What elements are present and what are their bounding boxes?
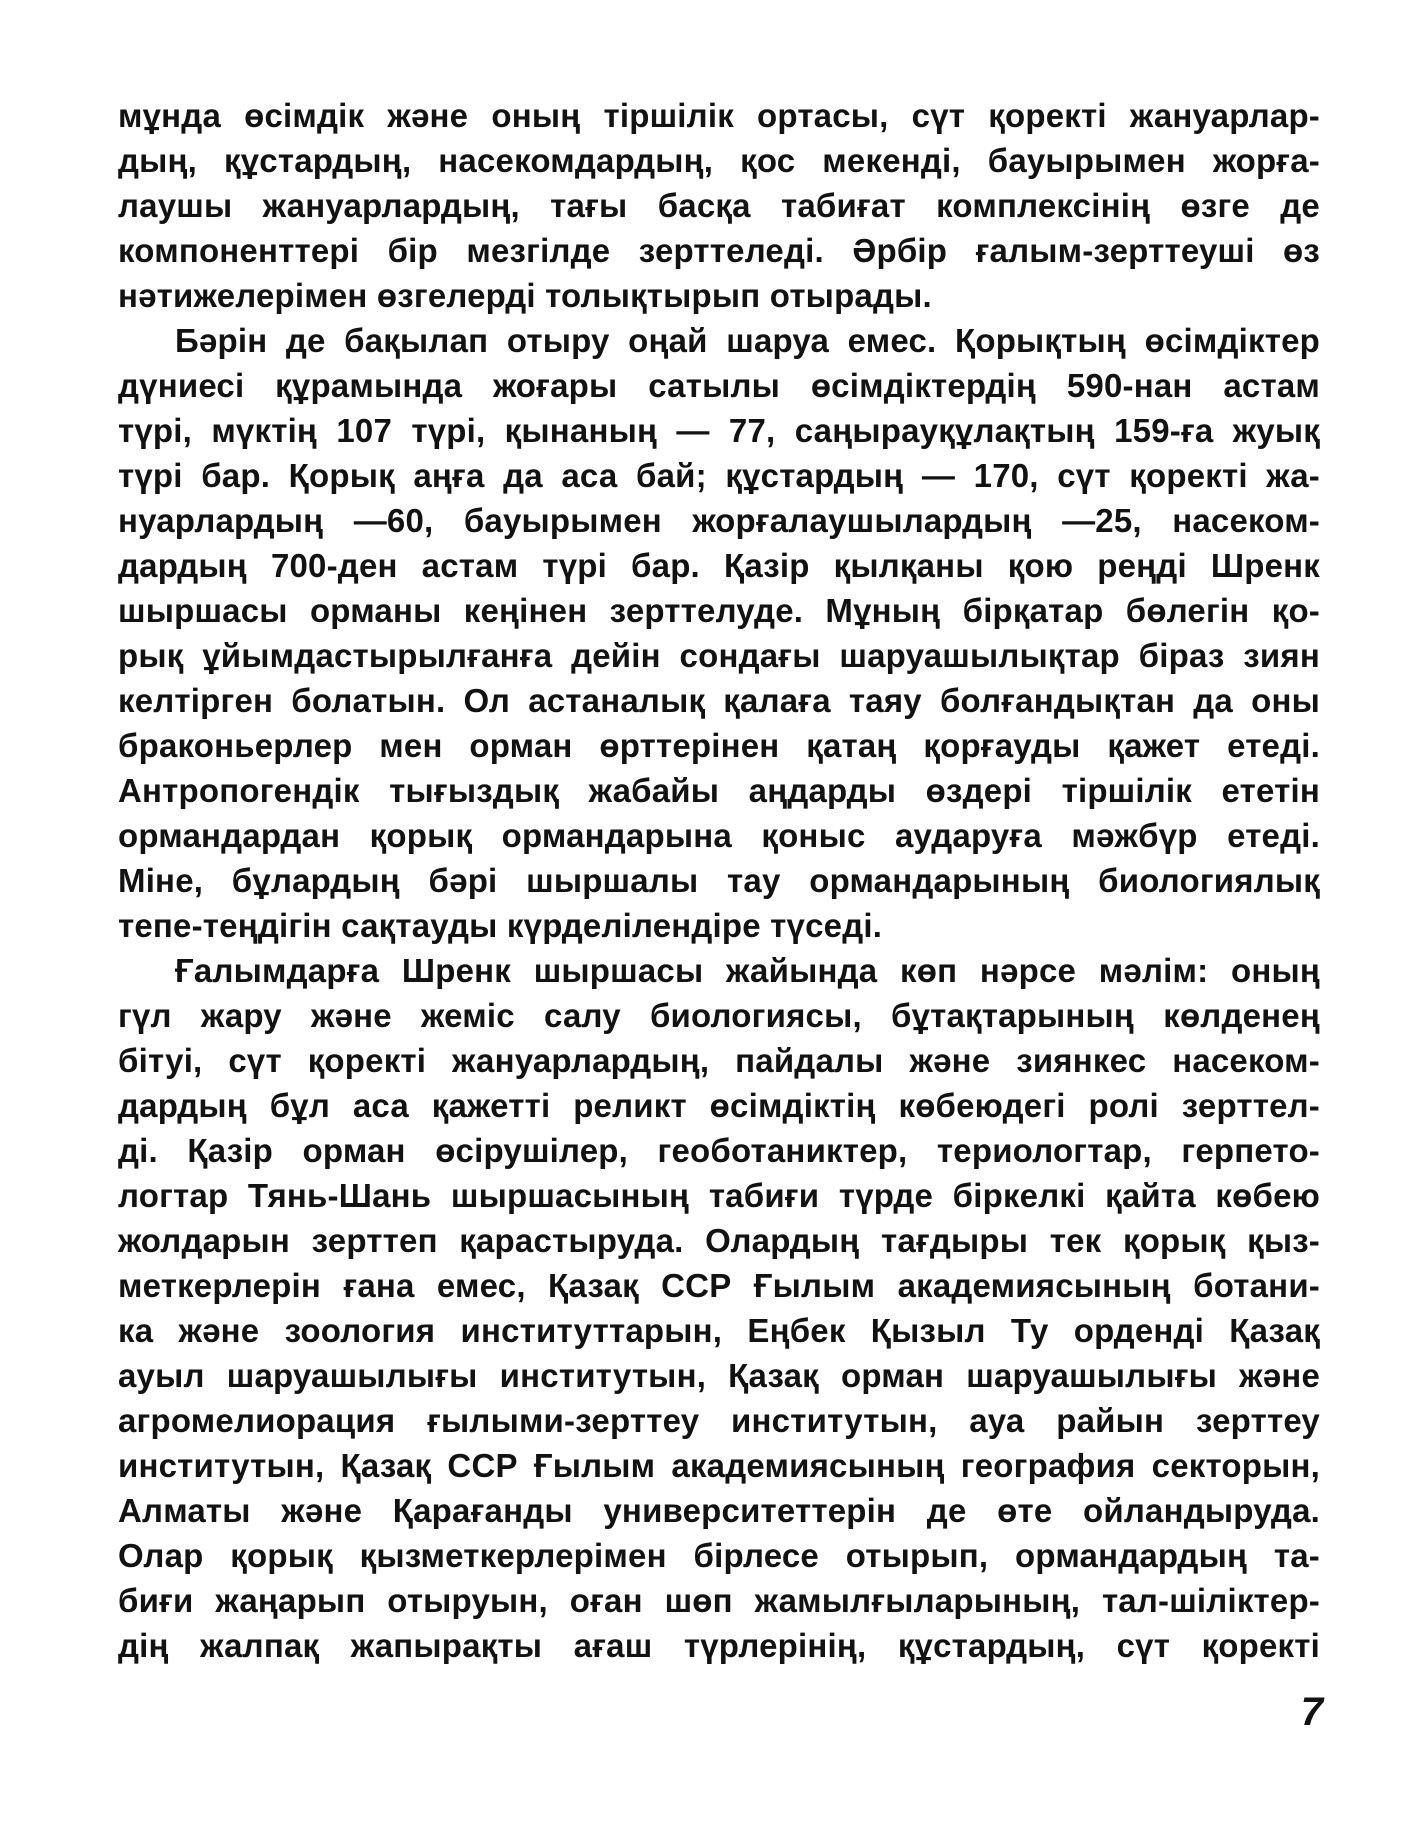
text-line: меткерлерін ғана емес, Қазақ ССР Ғылым академиясының ботани- [118,1267,1320,1304]
text-line: Міне, бұлардың бәрі шыршалы тау ормандарының биологиялық [118,862,1320,899]
text-line: гүл жару және жеміс салу биологиясы, бұтақтарының көлденең [118,997,1320,1034]
text-line: нуарлардың —60, бауырымен жорғалаушылардың —25, насеком- [118,502,1320,539]
text-line: түрі, мүктің 107 түрі, қынаның — 77, саңырауқұлақтың 159-ға жуық [118,412,1320,449]
text-line: дардың бұл аса қажетті реликт өсімдіктің көбеюдегі ролі зерттел- [118,1087,1320,1124]
text-line: жолдарын зерттеп қарастыруда. Олардың тағдыры тек қорық қыз- [118,1222,1320,1259]
text-block [118,93,1320,1668]
text-line: келтірген болатын. Ол астаналық қалаға таяу болғандықтан да оны [118,682,1320,719]
text-line: дың, құстардың, насекомдардың, қос мекенді, бауырымен жорға- [118,142,1320,179]
text-line: агромелиорация ғылыми-зерттеу институтын, ауа райын зерттеу [118,1402,1320,1439]
text-line: тепе-теңдігін сақтауды күрделілендіре түседі. [118,907,883,944]
text-line: лаушы жануарлардың, тағы басқа табиғат комплексінің өзге де [118,187,1320,224]
text-line: мұнда өсімдік және оның тіршілік ортасы, сүт қоректі жануарлар- [118,97,1320,134]
text-line: Антропогендік тығыздық жабайы аңдарды өздері тіршілік ететін [118,772,1320,809]
text-line: дүниесі құрамында жоғары сатылы өсімдіктердің 590-нан астам [118,367,1320,404]
text-line: рық ұйымдастырылғанға дейін сондағы шаруашылықтар біраз зиян [118,637,1320,674]
text-line: Бәрін де бақылап отыру оңай шаруа емес. Қорықтың өсімдіктер [175,322,1320,359]
text-line: шыршасы орманы кеңінен зерттелуде. Мұның бірқатар бөлегін қо- [118,592,1320,629]
text-line: Олар қорық қызметкерлерімен бірлесе отырып, ормандардың та- [118,1537,1320,1574]
paragraph [118,318,1320,948]
text-line: ауыл шаруашылығы институтын, Қазақ орман шаруашылығы және [118,1357,1320,1394]
text-line: Ғалымдарға Шренк шыршасы жайында көп нәрсе мәлім: оның [175,952,1320,989]
text-line: компоненттері бір мезгілде зерттеледі. Әрбір ғалым-зерттеуші өз [118,232,1320,269]
text-line: түрі бар. Қорық аңға да аса бай; құстардың — 170, сүт қоректі жа- [118,457,1320,494]
text-line: биғи жаңарып отыруын, оған шөп жамылғыларының, тал-шіліктер- [118,1582,1320,1619]
text-line: Алматы және Қарағанды университеттерін де өте ойландыруда. [118,1492,1320,1529]
text-line: дардың 700-ден астам түрі бар. Қазір қылқаны қою реңді Шренк [118,547,1320,584]
text-line: браконьерлер мен орман өрттерінен қатаң қорғауды қажет етеді. [118,727,1320,764]
text-line: институтын, Қазақ ССР Ғылым академиясының география секторын, [118,1447,1320,1484]
text-line: ка және зоология институттарын, Еңбек Қызыл Ту орденді Қазақ [118,1312,1320,1349]
text-line: ормандардан қорық ормандарына қоныс аударуға мәжбүр етеді. [118,817,1320,854]
page-number: 7 [1300,1690,1323,1734]
paragraph [118,948,1320,1668]
text-line: логтар Тянь-Шань шыршасының табиғи түрде біркелкі қайта көбею [118,1177,1320,1214]
text-line: ді. Қазір орман өсірушілер, геоботаниктер, териологтар, герпето- [118,1132,1320,1169]
paragraph [118,93,1320,318]
text-line: дің жалпақ жапырақты ағаш түрлерінің, құстардың, сүт қоректі [118,1627,1320,1664]
text-line: бітуі, сүт қоректі жануарлардың, пайдалы және зиянкес насеком- [118,1042,1320,1079]
text-line: нәтижелерімен өзгелерді толықтырып отырады. [118,277,932,314]
